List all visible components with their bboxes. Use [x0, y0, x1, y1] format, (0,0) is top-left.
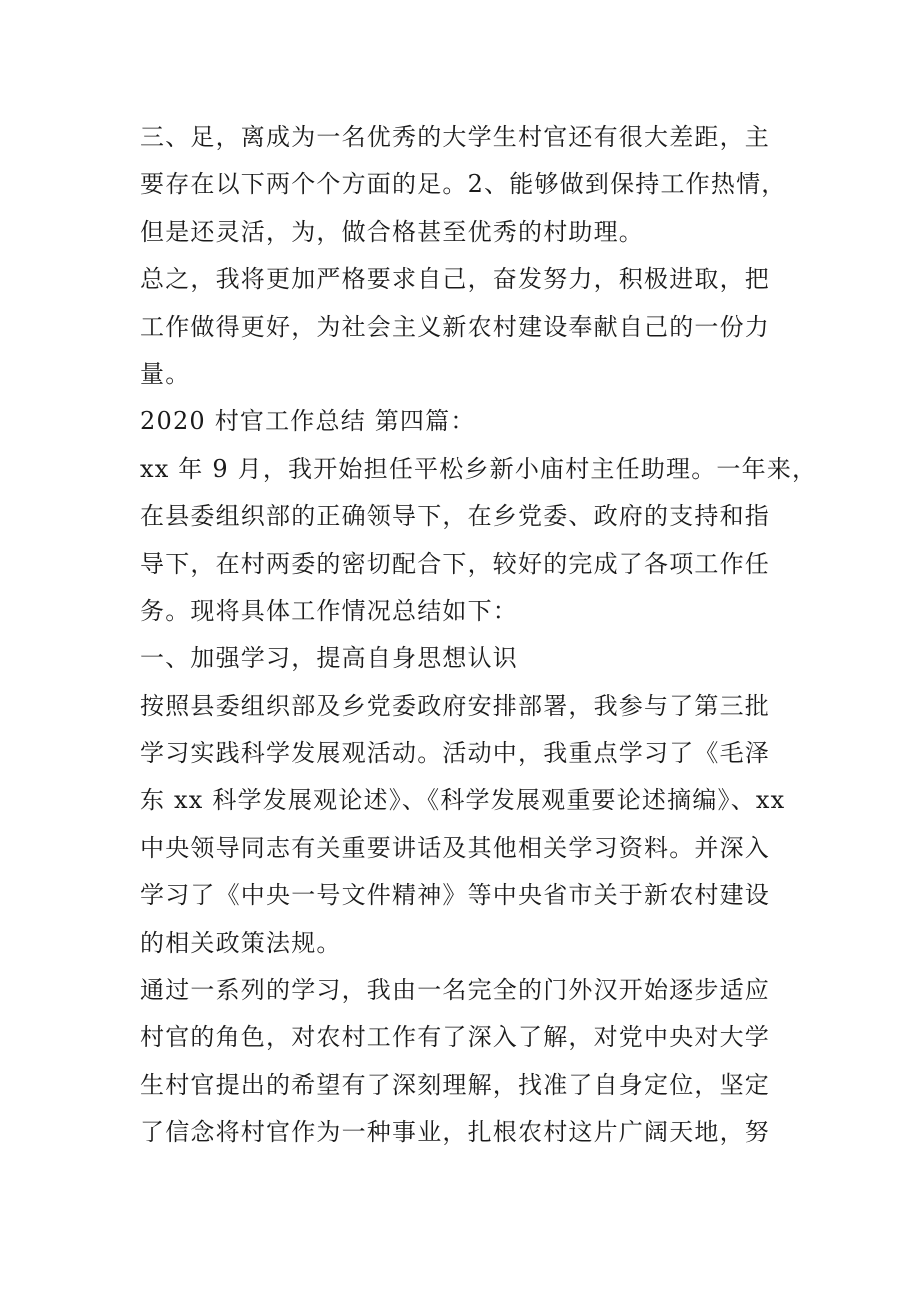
text-line: 按照县委组织部及乡党委政府安排部署，我参与了第三批	[140, 691, 770, 720]
text-line: 了信念将村官作为一种事业，扎根农村这片广阔天地，努	[140, 1118, 770, 1147]
text-line: 东 xx 科学发展观论述》、《科学发展观重要论述摘编》、xx	[140, 786, 786, 815]
text-line: xx 年 9 月，我开始担任平松乡新小庙村主任助理。一年来，	[140, 454, 818, 483]
document-body	[140, 114, 818, 1157]
text-line: 导下，在村两委的密切配合下，较好的完成了各项工作任	[140, 549, 770, 578]
text-line: 三、足，离成为一名优秀的大学生村官还有很大差距，主	[140, 123, 770, 151]
text-line: 学习实践科学发展观活动。活动中，我重点学习了《毛泽	[140, 739, 770, 768]
text-line: 生村官提出的希望有了深刻理解，找准了自身定位，坚定	[140, 1070, 770, 1099]
text-line: 通过一系列的学习，我由一名完全的门外汉开始逐步适应	[140, 976, 770, 1005]
text-line: 但是还灵活，为，做合格甚至优秀的村助理。	[140, 217, 644, 246]
text-line: 村官的角色，对农村工作有了深入了解，对党中央对大学	[140, 1023, 770, 1052]
subsection-heading: 一、加强学习，提高自身思想认识	[140, 644, 518, 673]
text-line: 工作做得更好，为社会主义新农村建设奉献自己的一份力	[140, 312, 770, 341]
text-line: 中央领导同志有关重要讲话及其他相关学习资料。并深入	[140, 833, 770, 862]
text-line: 在县委组织部的正确领导下，在乡党委、政府的支持和指	[140, 502, 770, 531]
text-line: 务。现将具体工作情况总结如下：	[140, 596, 518, 625]
text-line: 总之，我将更加严格要求自己，奋发努力，积极进取，把	[140, 265, 770, 294]
section-heading: 2020 村官工作总结 第四篇：	[140, 407, 476, 436]
text-line: 量。	[140, 359, 191, 388]
text-line: 的相关政策法规。	[140, 928, 342, 957]
text-line: 学习了《中央一号文件精神》等中央省市关于新农村建设	[140, 881, 770, 910]
text-line: 要存在以下两个个方面的足。2、能够做到保持工作热情，	[140, 170, 787, 199]
